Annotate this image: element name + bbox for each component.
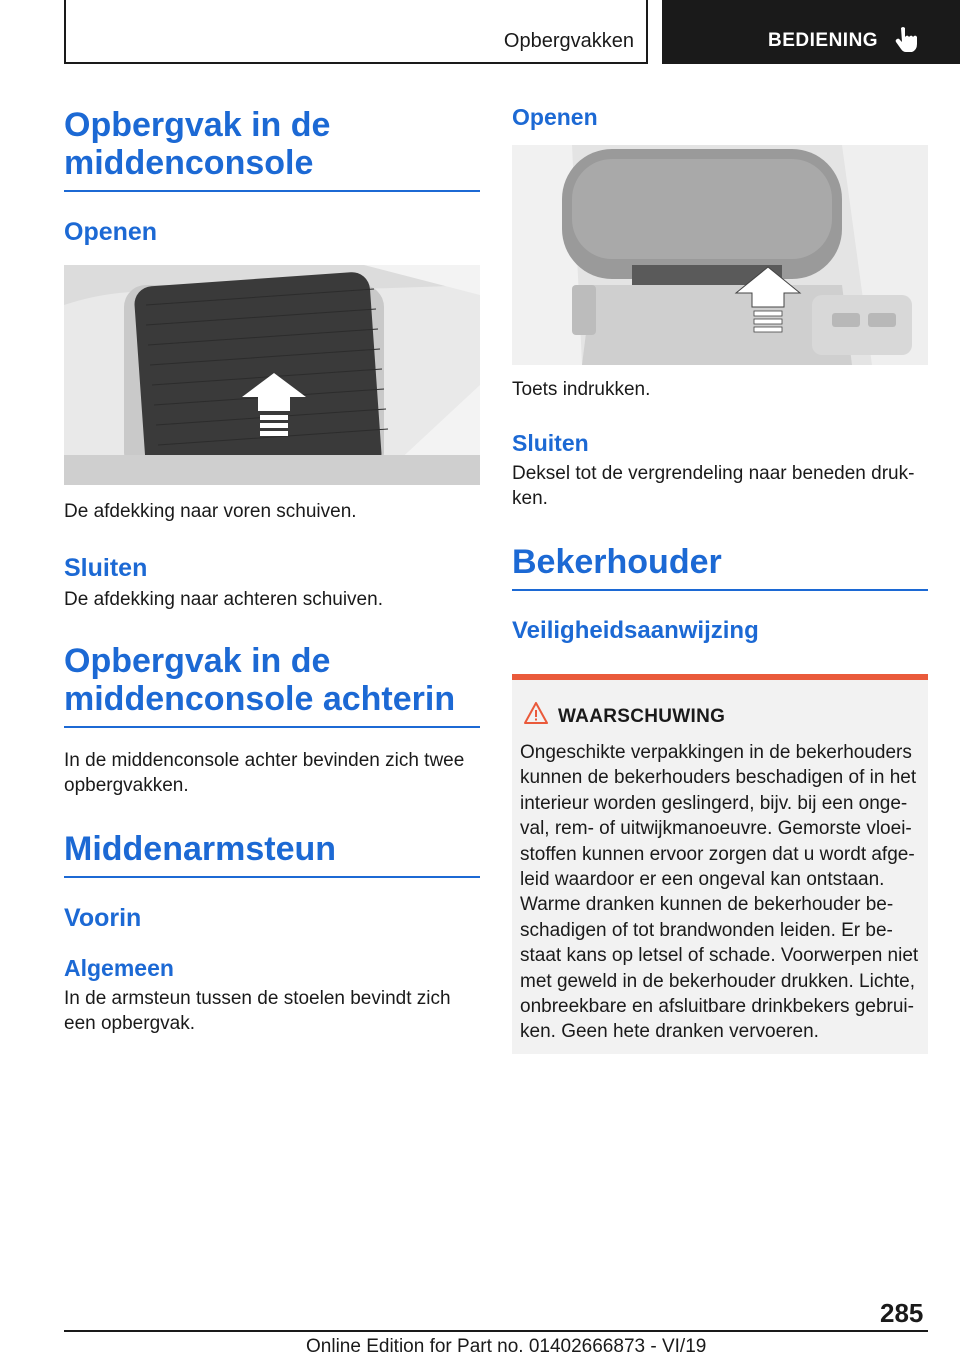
pointing-hand-icon bbox=[894, 26, 920, 54]
heading-veiligheidsaanwijzing: Veiligheidsaanwijzing bbox=[512, 617, 759, 644]
header-chapter-box bbox=[662, 0, 960, 64]
warning-triangle-icon bbox=[524, 702, 548, 724]
heading-openen-armrest: Openen bbox=[512, 104, 598, 130]
heading-middenarmsteun: Middenarmsteun bbox=[64, 830, 480, 878]
heading-bekerhouder: Bekerhouder bbox=[512, 543, 928, 591]
text-armrest-general: In de armsteun tussen de stoelen bevindt zich een opbergvak. bbox=[64, 988, 451, 1034]
heading-opbergvak-middenconsole: Opbergvak in de middenconsole bbox=[64, 106, 480, 192]
left-column bbox=[64, 100, 480, 1036]
header-section-title: Opbergvakken bbox=[503, 30, 634, 52]
header-section-box bbox=[64, 0, 648, 64]
text-rear-console: In de middenconsole achter bevinden zich twee opbergvakken. bbox=[64, 750, 465, 796]
heading-voorin: Voorin bbox=[64, 904, 142, 932]
footer-divider bbox=[64, 1330, 928, 1332]
figure-armrest bbox=[512, 145, 928, 365]
warning-title: WAARSCHUWING bbox=[558, 706, 726, 727]
heading-algemeen: Algemeen bbox=[64, 955, 174, 981]
heading-sluiten: Sluiten bbox=[64, 554, 148, 582]
header-chapter-title: BEDIENING bbox=[768, 30, 879, 51]
warning-text: Ongeschikte verpakkingen in de bekerhouders kunnen de bekerhouders beschadigen of in het interieur worden geslingerd, bijv. bij een onge-val, rem- of uitwijkmanoeuvre. Gemorste vloei-stoffen kunnen ervoor zorgen dat u wordt afge-leid waardoor er een ongeval kan ontstaan. Warme dranken kunnen de bekerhouder be-schadigen of tot brandwonden leiden. Er be-staat kans op letsel of schade. Voorwerpen niet met geweld in de bekerhouder drukken. Lichte, onbreekbare en afsluitbare drinkbekers gebrui-ken. Geen hete dranken vervoeren. bbox=[520, 742, 919, 1043]
figure-console-cover bbox=[64, 265, 480, 485]
right-column bbox=[512, 100, 928, 645]
warning-box bbox=[512, 674, 928, 1054]
heading-openen: Openen bbox=[64, 218, 158, 246]
text-close-console: De afdekking naar achteren schuiven. bbox=[64, 589, 383, 610]
heading-opbergvak-achterin: Opbergvak in de middenconsole achterin bbox=[64, 642, 480, 728]
text-close-armrest: Deksel tot de vergrendeling naar beneden druk-ken. bbox=[512, 463, 915, 509]
text-open-console: De afdekking naar voren schuiven. bbox=[64, 501, 357, 522]
text-press-button: Toets indrukken. bbox=[512, 379, 651, 400]
footer-edition: Online Edition for Part no. 01402666873 - VI/19 bbox=[306, 1336, 707, 1357]
page-number: 285 bbox=[880, 1298, 924, 1328]
heading-sluiten-armrest: Sluiten bbox=[512, 430, 589, 456]
